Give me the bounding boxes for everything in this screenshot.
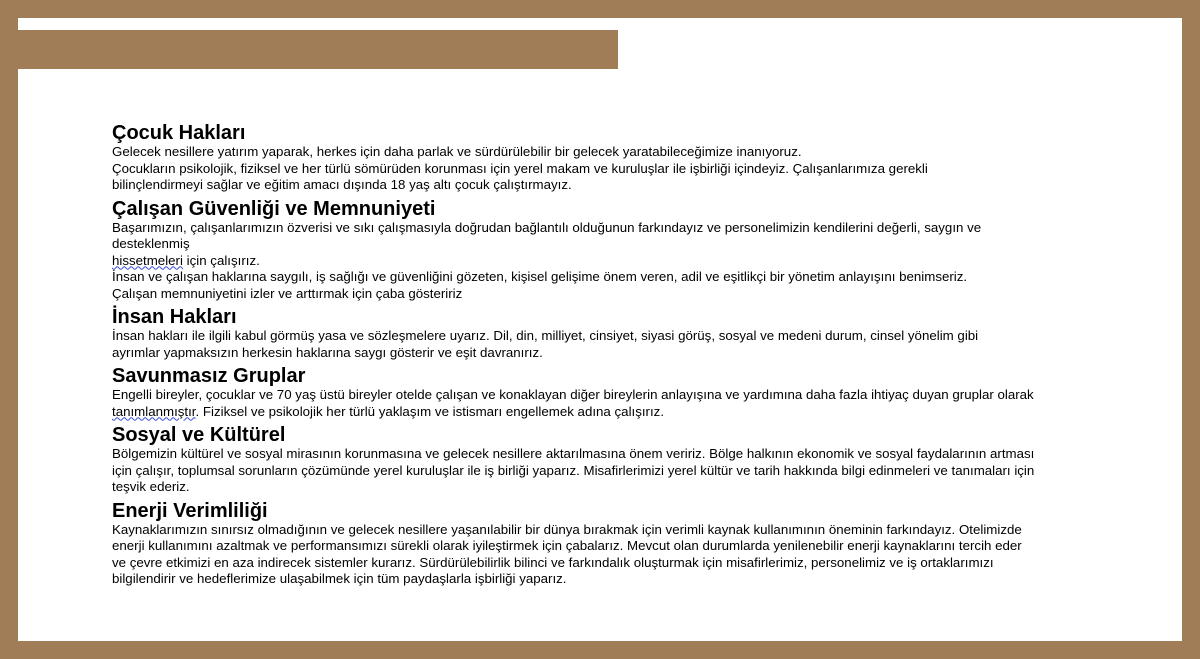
section-title: Çocuk Hakları xyxy=(112,122,246,144)
section-enerji-verimliligi xyxy=(112,500,1162,588)
document-page xyxy=(18,18,1182,641)
section-cocuk-haklari xyxy=(112,122,1162,194)
section-title: İnsan Hakları xyxy=(112,306,237,328)
paragraph-line: ayrımlar yapmaksızın herkesin haklarına saygı gösterir ve eşit davranırız. xyxy=(112,344,543,360)
section-title: Savunmasız Gruplar xyxy=(112,365,306,387)
header-band xyxy=(18,30,618,69)
spellcheck-word[interactable]: tanımlanmıştır xyxy=(112,403,196,419)
paragraph-line xyxy=(112,404,1162,421)
paragraph-line: teşvik ederiz. xyxy=(112,479,190,494)
paragraph-line: Başarımızın, çalışanlarımızın özverisi ve sıkı çalışmasıyla doğrudan bağlantılı olduğunun farkındayız ve personelimizin kendilerini değerli, saygın ve xyxy=(112,219,982,235)
paragraph-line: bilinçlendirmeyi sağlar ve eğitim amacı dışında 18 yaş altı çocuk çalıştırmayız. xyxy=(112,177,572,192)
section-savunmasiz-gruplar xyxy=(112,365,1162,420)
paragraph-line: Engelli bireyler, çocuklar ve 70 yaş üstü bireyler otelde çalışan ve konaklayan diğer bireylerin anlayışına ve yardımına daha fazla ihtiyaç duyan gruplar olarak xyxy=(112,387,1034,402)
paragraph-line: bilgilendirir ve hedeflerimize ulaşabilmek için tüm paydaşlarla işbirliği yaparız. xyxy=(112,571,567,586)
paragraph-line: desteklenmiş xyxy=(112,236,190,251)
paragraph-line: İnsan ve çalışan haklarına saygılı, iş sağlığı ve güvenliğini gözeten, kişisel gelişime önem veren, adil ve eşitlikçi bir yönetim anlayışını benimseriz. xyxy=(112,269,968,284)
spellcheck-word[interactable]: hissetmeleri xyxy=(112,252,183,268)
section-title: Sosyal ve Kültürel xyxy=(112,424,286,446)
paragraph-line: Bölgemizin kültürel ve sosyal mirasının korunmasına ve gelecek nesillere aktarılmasına önem veririz. Bölge halkının ekonomik ve sosyal faydalarının artması xyxy=(112,446,1035,461)
paragraph-line: ve çevre etkimizi en aza indirecek sistemler kurarız. Sürdürülebilirlik bilinci ve farkındalık oluşturmak için misafirlerimiz, personelimiz ve iş ortaklarımızı xyxy=(112,554,994,570)
section-calisan-guvenligi xyxy=(112,198,1162,303)
paragraph-line xyxy=(112,253,1162,270)
section-title: Çalışan Güvenliği ve Memnuniyeti xyxy=(112,197,436,220)
paragraph-line: Çalışan memnuniyetini izler ve arttırmak için çaba gösteririz xyxy=(112,285,463,301)
paragraph-line: Çocukların psikolojik, fiziksel ve her türlü sömürüden korunması için yerel makam ve kuruluşlar ile işbirliği içindeyiz. Çalışanlarımıza gerekli xyxy=(112,160,928,176)
paragraph-line: Kaynaklarımızın sınırsız olmadığının ve gelecek nesillere yaşanılabilir bir dünya bırakmak için verimli kaynak kullanımının öneminin farkındayız. Otelimizde xyxy=(112,521,1022,537)
section-insan-haklari xyxy=(112,306,1162,361)
section-title: Enerji Verimliliği xyxy=(112,499,268,522)
section-sosyal-kulturel xyxy=(112,424,1162,496)
paragraph-line: Gelecek nesillere yatırım yaparak, herkes için daha parlak ve sürdürülebilir bir gelecek yaratabileceğimize inanıyoruz. xyxy=(112,144,802,159)
paragraph-line: için çalışır, toplumsal sorunların çözümünde yerel kuruluşlar ile iş birliği yaparız. Misafirlerimizi yerel kültür ve tarih hakkında bilgi edinmeleri ve tanımaları için xyxy=(112,462,1035,478)
paragraph-text: için çalışırız. xyxy=(182,252,260,268)
paragraph-line: İnsan hakları ile ilgili kabul görmüş yasa ve sözleşmelere uyarız. Dil, din, milliyet, cinsiyet, siyasi görüş, sosyal ve medeni durum, cinsel yönelim gibi xyxy=(112,328,979,343)
paragraph-line: enerji kullanımını azaltmak ve performansımızı sürekli olarak iyileştirmek için çabalarız. Mevcut olan durumlarda yenilenebilir enerji kaynaklarını tercih eder xyxy=(112,538,1022,553)
paragraph-text: . Fiziksel ve psikolojik her türlü yaklaşım ve istismarı engellemek adına çalışırız. xyxy=(195,403,665,419)
document-content xyxy=(112,122,1162,588)
